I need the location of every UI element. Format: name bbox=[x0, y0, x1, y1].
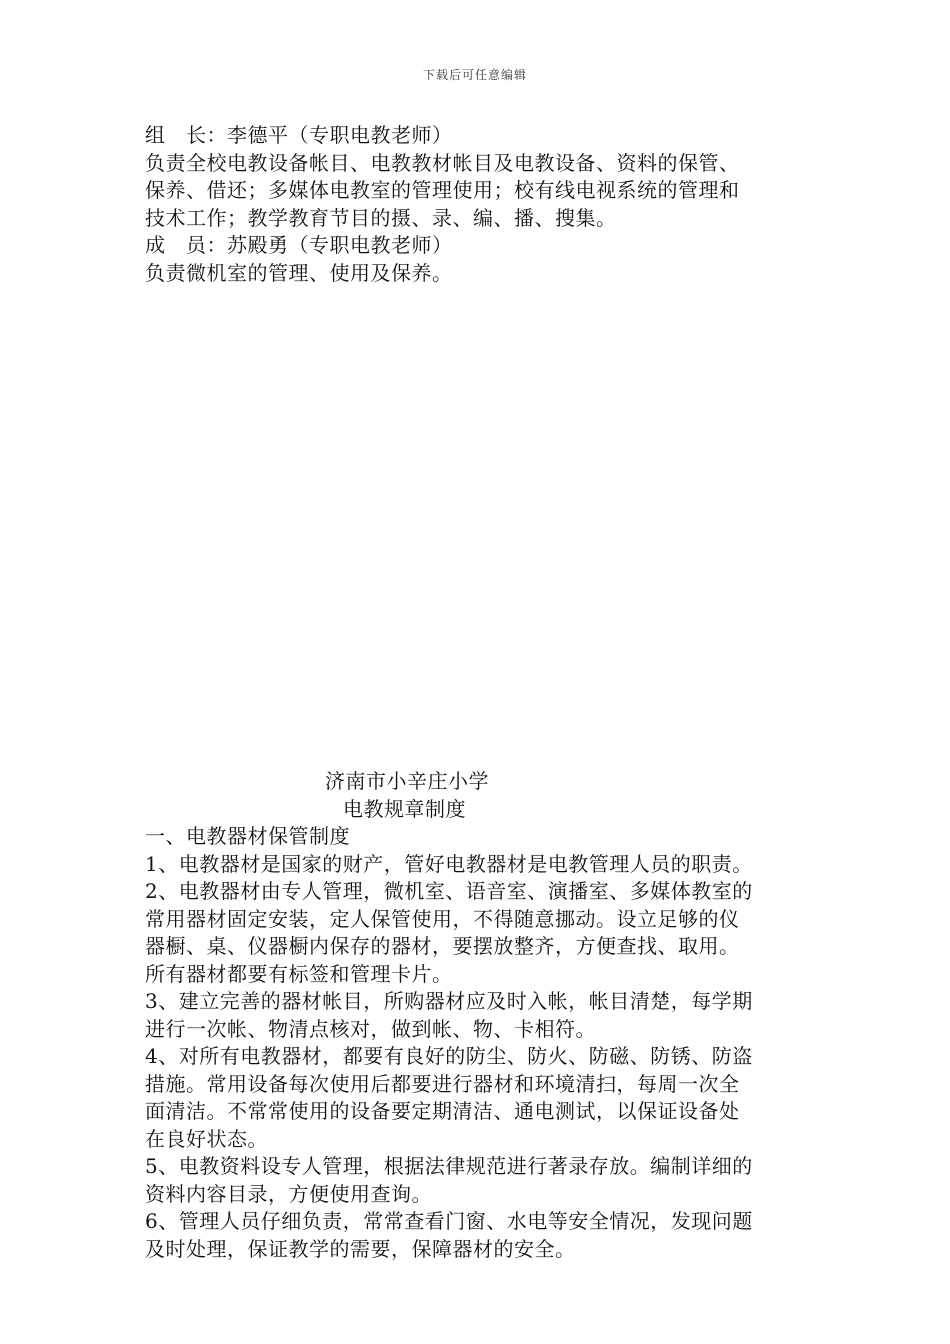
member-line: 成 员：苏殿勇（专职电教老师） bbox=[145, 233, 453, 257]
paragraph-line: 在良好状态。 bbox=[145, 1126, 268, 1151]
paragraph-line: 负责全校电教设备帐目、电教教材帐目及电教设备、资料的保管、 bbox=[145, 150, 740, 175]
paragraph-line: 措施。常用设备每次使用后都要进行器材和环境清扫，每周一次全 bbox=[145, 1071, 740, 1096]
section-heading: 一、电教器材保管制度 bbox=[145, 824, 350, 848]
header-note: 下载后可任意编辑 bbox=[422, 68, 527, 82]
paragraph-line: 及时处理，保证教学的需要，保障器材的安全。 bbox=[145, 1236, 576, 1261]
paragraph-line: 2、电教器材由专人管理，微机室、语音室、演播室、多媒体教室的 bbox=[145, 879, 753, 903]
rules-title: 电教规章制度 bbox=[343, 796, 466, 821]
paragraph-line: 负责微机室的管理、使用及保养。 bbox=[145, 260, 453, 285]
paragraph-line: 1、电教器材是国家的财产，管好电教器材是电教管理人员的职责。 bbox=[145, 851, 753, 876]
paragraph-line: 器橱、桌、仪器橱内保存的器材，要摆放整齐，方便查找、取用。 bbox=[145, 934, 740, 958]
school-title: 济南市小辛庄小学 bbox=[325, 769, 489, 793]
staff-section bbox=[145, 122, 810, 287]
paragraph-line: 进行一次帐、物清点核对，做到帐、物、卡相符。 bbox=[145, 1016, 596, 1041]
paragraph-line: 6、管理人员仔细负责，常常查看门窗、水电等安全情况，发现问题 bbox=[145, 1209, 753, 1233]
paragraph-line: 3、建立完善的器材帐目，所购器材应及时入帐，帐目清楚，每学期 bbox=[145, 989, 753, 1013]
paragraph-line: 保养、借还；多媒体电教室的管理使用；校有线电视系统的管理和 bbox=[145, 178, 740, 202]
paragraph-line: 5、电教资料设专人管理，根据法律规范进行著录存放。编制详细的 bbox=[145, 1154, 753, 1178]
paragraph-line: 面清洁。不常常使用的设备要定期清洁、通电测试，以保证设备处 bbox=[145, 1099, 740, 1123]
paragraph-line: 所有器材都要有标签和管理卡片。 bbox=[145, 961, 453, 986]
paragraph-line: 4、对所有电教器材，都要有良好的防尘、防火、防磁、防锈、防盗 bbox=[145, 1044, 753, 1068]
paragraph-line: 常用器材固定安装，定人保管使用，不得随意挪动。设立足够的仪 bbox=[145, 906, 740, 931]
leader-line: 组 长：李德平（专职电教老师） bbox=[145, 123, 453, 147]
rules-section bbox=[145, 768, 810, 1263]
paragraph-line: 技术工作；教学教育节目的摄、录、编、播、搜集。 bbox=[145, 205, 617, 230]
paragraph-line: 资料内容目录，方便使用查询。 bbox=[145, 1181, 432, 1206]
